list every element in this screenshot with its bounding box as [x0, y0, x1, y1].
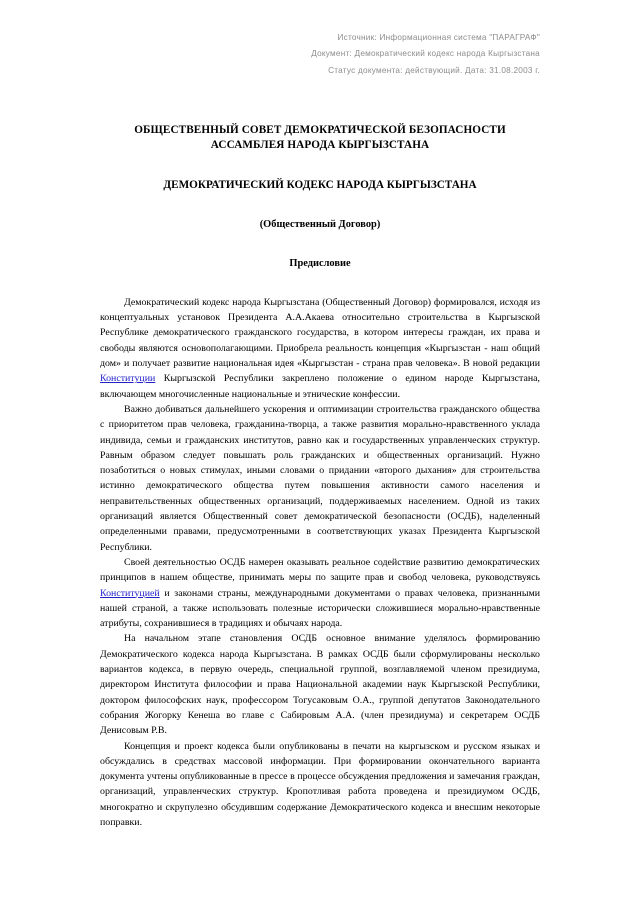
constitution-link-1[interactable]: Конституции	[100, 373, 156, 385]
paragraph-2: Важно добиваться дальнейшего ускорения и оптимизации строительства гражданского общества с приоритетом прав человека, гражданина-творца, а также развития морально-нравственного уклада индивида, семьи и гражданских институтов, равно как и государственных управленческих структур. Равным образом следует повышать роль гражданских и общественных организаций. Нужно позаботиться о новых стимулах, иными словами о придании «второго дыхания» для строительства истинно демократического общества путем повышения активности самого населения и неправительственных общественных организаций, поддерживаемых населением. Одной из таких организаций является Общественный совет демократической безопасности (ОСДБ), наделенный определенными правами, предусмотренными в соответствующих указах Президента Кыргызской Республики.	[100, 403, 540, 553]
meta-status-line: Статус документа: действующий. Дата: 31.08.2003 г.	[328, 65, 540, 75]
section-heading-preface: Предисловие	[289, 257, 351, 269]
paragraph-3	[100, 555, 540, 631]
title-block	[100, 123, 540, 271]
meta-document-line: Документ: Демократический кодекс народа Кыргызстана	[311, 49, 540, 59]
paragraph-5: Концепция и проект кодекса были опубликованы в печати на кыргызском и русском языках и обсуждались в средствах массовой информации. При формировании окончательного варианта документа учтены опубликованные в прессе в процессе обсуждения предложения и замечания граждан, организаций, управленческих структур. Кропотливая работа проведена и президиумом ОСДБ, многократно и скрупулезно обсудившим содержание Демократического кодекса и внесшим некоторые поправки.	[100, 740, 540, 828]
document-body	[100, 295, 540, 830]
paragraph-3-text-before-link: Своей деятельностью ОСДБ намерен оказывать реальное содействие развитию демократических принципов в нашем обществе, принимать меры по защите прав и свобод человека, руководствуясь	[100, 556, 540, 584]
paragraph-3-text-after-link: и законами страны, международными документами о правах человека, признанными нашей страной, а также использовать полезные исторически сложившиеся морально-нравственные атрибуты, сохранившиеся в традициях и обычаях народа.	[100, 587, 540, 630]
paragraph-1-text-before-link: Демократический кодекс народа Кыргызстана (Общественный Договор) формировался, исходя из концептуальных установок Президента А.А.Акаева относительно строительства в Кыргызской Республике демократического гражданского государства, в котором интересы граждан, их права и свободы являются основополагающими. Приобрела реальность концепция «Кыргызстан - наш общий дом» и получает развитие национальная идея «Кыргызстан - страна прав человека». В новой редакции	[100, 296, 540, 370]
page-title-line-2: АССАМБЛЕЯ НАРОДА КЫРГЫЗСТАНА	[210, 138, 430, 151]
document-parenthetical-title: (Общественный Договор)	[259, 218, 381, 230]
paragraph-1	[100, 295, 540, 402]
paragraph-1-text-after-link: Кыргызской Республики закреплено положение о едином народе Кыргызстана, включающем многочисленные национальные и этнические конфессии.	[100, 373, 540, 400]
page-title-line-1: ОБЩЕСТВЕННЫЙ СОВЕТ ДЕМОКРАТИЧЕСКОЙ БЕЗОПАСНОСТИ	[134, 123, 506, 136]
document-meta-header	[100, 30, 540, 79]
document-subtitle: ДЕМОКРАТИЧЕСКИЙ КОДЕКС НАРОДА КЫРГЫЗСТАНА	[163, 178, 477, 191]
meta-source-line: Источник: Информационная система "ПАРАГРАФ"	[337, 33, 540, 42]
constitution-link-2[interactable]: Конституцией	[100, 587, 160, 599]
paragraph-4: На начальном этапе становления ОСДБ основное внимание уделялось формированию Демократического кодекса народа Кыргызстана. В рамках ОСДБ были сформулированы несколько вариантов кодекса, в первую очередь, специальной группой, возглавляемой членом президиума, директором Института философии и права Национальной академии наук Кыргызской Республики, доктором философских наук, профессором Тогусаковым О.А., группой депутатов Законодательного собрания Жогорку Кенеша во главе с Сабировым А.А. (член президиума) и секретарем ОСДБ Денисовым Р.В.	[100, 633, 540, 737]
